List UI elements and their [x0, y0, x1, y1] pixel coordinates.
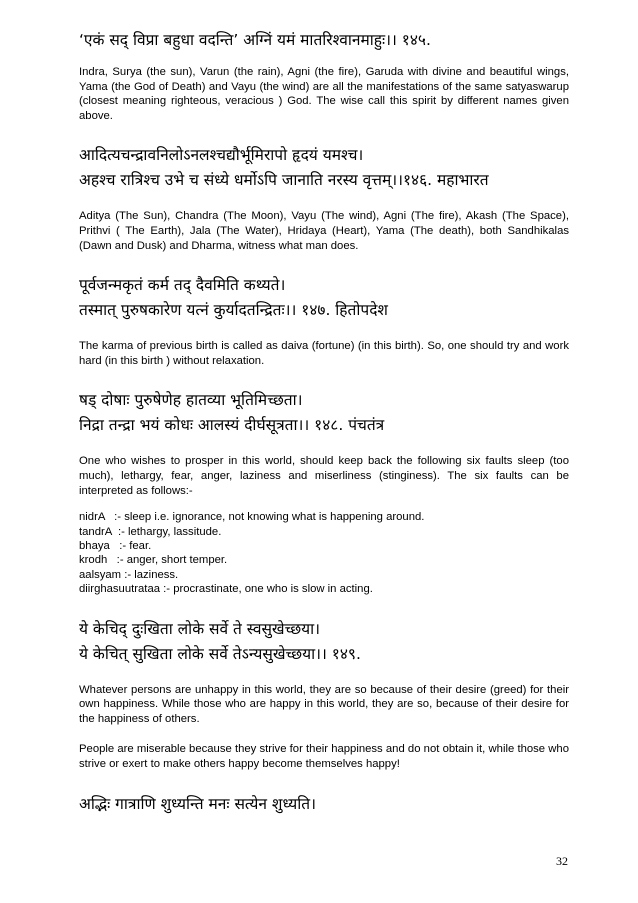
definition-aalsyam: aalsyam :- laziness. [79, 568, 179, 581]
page-number: 32 [556, 854, 568, 868]
definition-nidra: nidrA :- sleep i.e. ignorance, not knowing what is happening around. [79, 511, 425, 524]
definition-diirghasuutrataa: diirghasuutrataa :- procrastinate, one who is slow in acting. [79, 583, 373, 596]
verse-145-sanskrit: ‘एकं सद् विप्रा बहुधा वदन्ति’ अग्निं यमं मातरिश्वानमाहुः।। १४५. [79, 31, 431, 49]
verse-147-sanskrit-line-2: तस्मात् पुरुषकारेण यत्नं कुर्यादतन्द्रितः।। १४७. हितोपदेश [79, 301, 388, 320]
verse-149-sanskrit-line-1: ये केचिद् दुःखिता लोके सर्वे ते स्वसुखेच्छया। [79, 619, 321, 638]
document-page [79, 28, 569, 817]
definition-tandra: tandrA :- lethargy, lassitude. [79, 525, 222, 538]
verse-146-sanskrit-line-1: आदित्यचन्द्रावनिलोऽनलश्चद्यौर्भूमिरापो हृदयं यमश्च। [79, 146, 364, 165]
verse-150-sanskrit: अद्भिः गात्राणि शुध्यन्ति मनः सत्येन शुध्यति। [79, 794, 317, 813]
definition-krodh: krodh :- anger, short temper. [79, 554, 228, 567]
verse-147-sanskrit-line-1: पूर्वजन्मकृतं कर्म तद् दैवमिति कथ्यते। [79, 276, 286, 295]
verse-147-translation: The karma of previous birth is called as daiva (fortune) (in this birth). So, one should try and work hard (in this birth ) without relaxation. [79, 340, 569, 367]
verse-149-translation-1: Whatever persons are unhappy in this world, they are so because of their desire (greed) for their own happiness. While those who are happy in this world, they are so, because of their desire for the happiness of others. [79, 683, 569, 725]
six-faults-definitions [79, 510, 569, 596]
verse-146-sanskrit-line-2: अहश्च रात्रिश्च उभे च संध्ये धर्मोऽपि जानाति नरस्य वृत्तम्।।१४६. महाभारत [79, 171, 489, 190]
definition-bhaya: bhaya :- fear. [79, 539, 152, 552]
verse-149-translation-2: People are miserable because they strive for their happiness and do not obtain it, while those who strive or exert to make others happy become themselves happy! [79, 743, 569, 770]
verse-145-translation: Indra, Surya (the sun), Varun (the rain), Agni (the fire), Garuda with divine and beautiful wings, Yama (the God of Death) and Vayu (the wind) are all the manifestations of the same satyaswarup (closest meaning righteous, veracious ) God. The wise call this spirit by different names given above. [79, 66, 569, 122]
verse-148-sanskrit-line-2: निद्रा तन्द्रा भयं कोधः आलस्यं दीर्घसूत्रता।। १४८. पंचतंत्र [79, 416, 385, 435]
verse-146-translation: Aditya (The Sun), Chandra (The Moon), Vayu (The wind), Agni (The fire), Akash (The Space), Prithvi ( The Earth), Jala (The Water), Hridaya (Heart), Yama (The death), both Sandhikalas (Dawn and Dusk) and Dharma, witness what man does. [79, 210, 569, 252]
verse-148-sanskrit-line-1: षड् दोषाः पुरुषेणेह हातव्या भूतिमिच्छता। [79, 391, 303, 410]
verse-149-sanskrit-line-2: ये केचित् सुखिता लोके सर्वे तेऽन्यसुखेच्छया।। १४९. [79, 644, 361, 663]
verse-148-translation: One who wishes to prosper in this world, should keep back the following six faults sleep (too much), lethargy, fear, anger, laziness and miserliness (stinginess). The six faults can be interpreted as follows:- [79, 455, 569, 497]
